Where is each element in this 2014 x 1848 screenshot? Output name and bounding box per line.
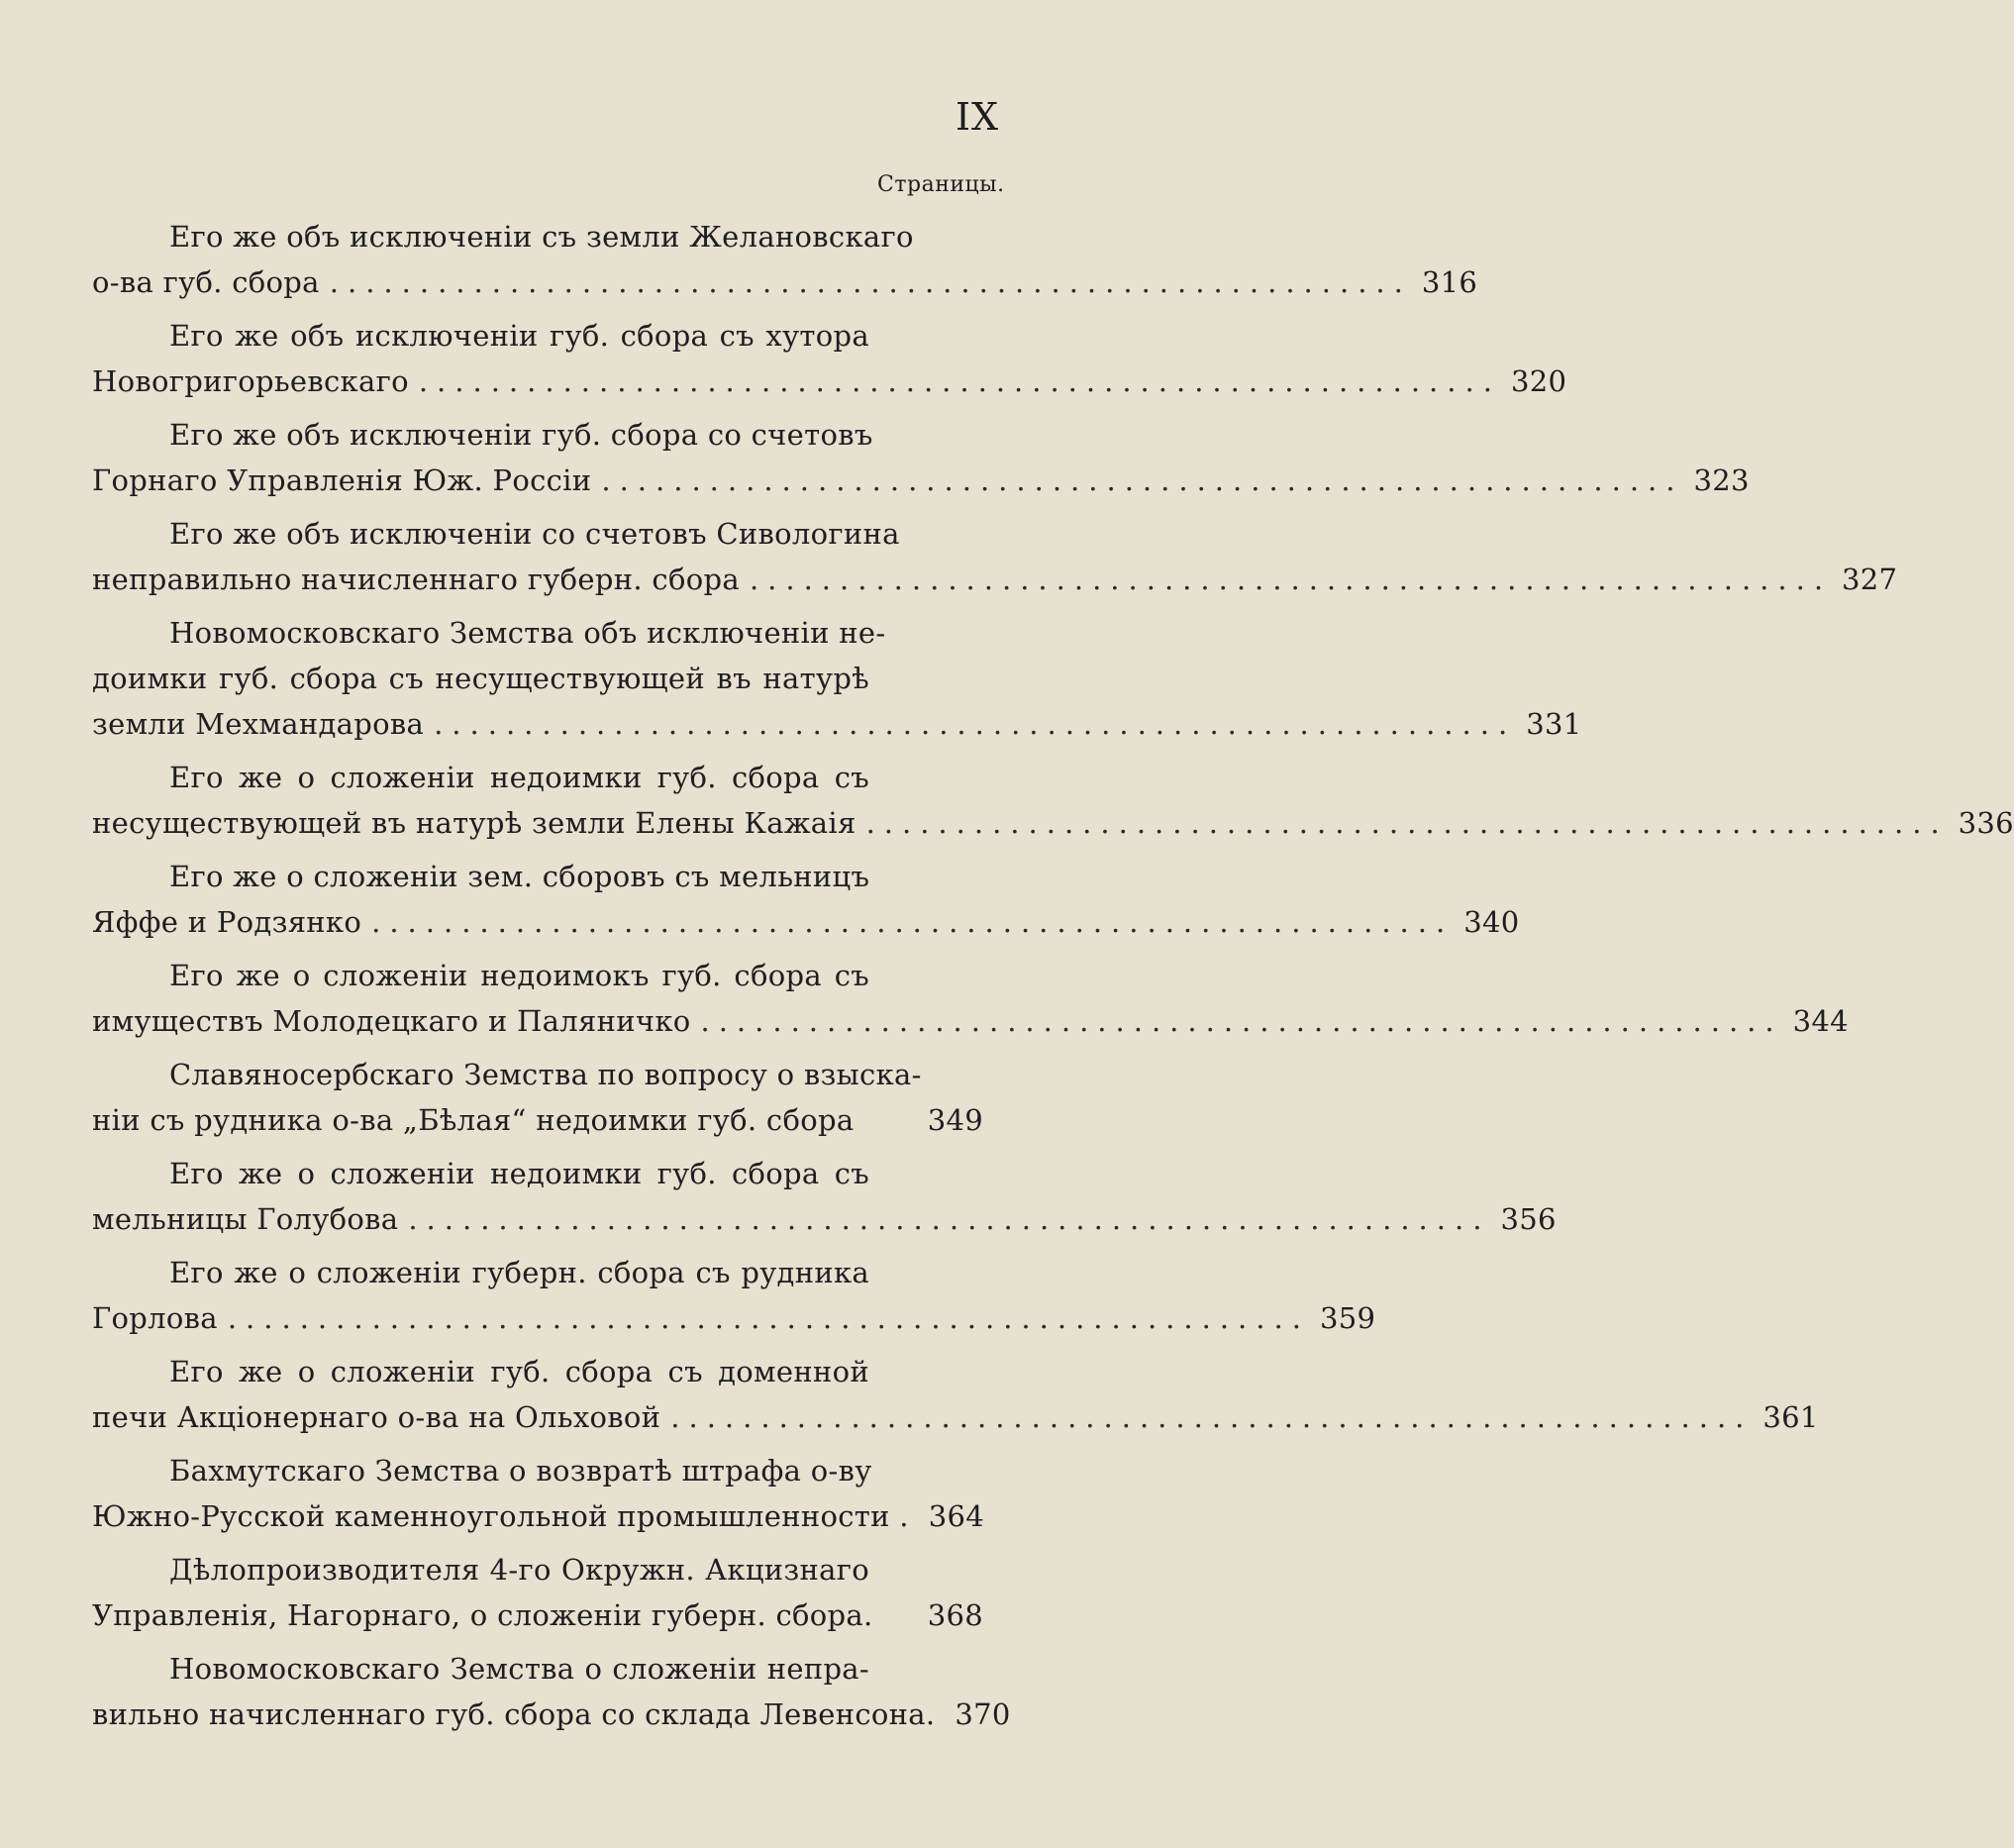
toc-entry-text: мельницы Голубова [92, 1202, 399, 1236]
toc-entry-last-line [92, 1692, 1011, 1737]
toc-entry [92, 1151, 1557, 1242]
toc-entry-last-line [92, 259, 1478, 305]
page-reference: 361 [1762, 1400, 1819, 1434]
toc-entry-line: Его же о сложеніи губ. сбора съ доменной [169, 1355, 869, 1388]
toc-entry-text: Горлова [92, 1301, 218, 1335]
toc-entry-line: Славяносербскаго Земства по вопросу о взыска- [169, 1058, 922, 1091]
dot-leader: ............................................................ [434, 707, 1517, 741]
page-number: IX [956, 95, 1000, 139]
toc-entry-last-line [92, 359, 1567, 404]
page-reference: 316 [1421, 265, 1478, 299]
toc-entry-line: Его же о сложеніи губерн. сбора съ рудника [169, 1256, 869, 1289]
toc-entry-line: Его же о сложеніи недоимокъ губ. сбора съ [169, 959, 869, 992]
page-reference: 323 [1693, 463, 1750, 497]
toc-entry-last-line [92, 800, 2014, 846]
dot-leader: ............................................................ [700, 1004, 1783, 1038]
page-reference: 340 [1463, 905, 1520, 939]
dot-leader: ............................................................ [418, 364, 1501, 398]
toc-entry-text: Управленія, Нагорнаго, о сложеніи губерн. сбора. [92, 1598, 873, 1632]
toc-entry-text: земли Мехмандарова [92, 707, 425, 741]
toc-entry [92, 1250, 1376, 1341]
toc-entry-text: вильно начисленнаго губ. сбора со склада Левенсона. [92, 1697, 936, 1731]
toc-entry-text: о-ва губ. сбора [92, 265, 320, 299]
toc-entry-line: Его же о сложеніи зем. сборовъ съ мельницъ [169, 860, 870, 893]
page-reference: 359 [1319, 1301, 1376, 1335]
page-reference: 320 [1510, 364, 1567, 398]
toc-entry-last-line [92, 458, 1750, 503]
toc-entry-line: Его же о сложеніи недоимки губ. сбора съ [169, 1157, 869, 1190]
toc-entry [92, 214, 1478, 305]
toc-entry [92, 953, 1849, 1044]
toc-entry-text: имуществъ Молодецкаго и Паляничко [92, 1004, 691, 1038]
dot-leader: ............................................................ [408, 1202, 1491, 1236]
page-reference: 356 [1500, 1202, 1557, 1236]
toc-entry-last-line [92, 701, 1582, 747]
toc-entry-line: Его же объ исключеніи губ. сбора съ хутора [169, 319, 869, 353]
toc-entry-last-line [92, 1592, 983, 1638]
toc-entry-last-line [92, 899, 1520, 945]
toc-entry [92, 1646, 1011, 1737]
toc-entry-text: несуществующей въ натурѣ земли Елены Кажаія [92, 806, 856, 840]
toc-entry-text: Горнаго Управленія Юж. Россіи [92, 463, 592, 497]
toc-entry-text: неправильно начисленнаго губерн. сбора [92, 563, 740, 596]
toc-entry-line: доимки губ. сбора съ несуществующей въ натурѣ [92, 662, 869, 695]
page-reference: 370 [955, 1697, 1011, 1731]
page-reference: 349 [927, 1103, 983, 1137]
page-reference: 364 [928, 1499, 985, 1533]
toc-entry-last-line [92, 1097, 983, 1143]
toc-entry [92, 1448, 983, 1539]
toc-entry [92, 1547, 983, 1638]
toc-entry-last-line [92, 1295, 1376, 1341]
toc-entry-last-line [92, 1394, 1819, 1440]
toc-entry-line: Новомосковскаго Земства о сложеніи непра- [169, 1652, 869, 1686]
dot-leader: ............................................................ [329, 265, 1412, 299]
table-of-contents [92, 214, 2014, 1745]
toc-entry [92, 755, 2014, 846]
toc-entry [92, 610, 1582, 747]
page-reference: 336 [1958, 806, 2014, 840]
page-reference: 331 [1526, 707, 1582, 741]
toc-entry-line: Его же о сложеніи недоимки губ. сбора съ [169, 761, 869, 794]
toc-entry-text: Яффе и Родзянко [92, 905, 362, 939]
toc-entry-last-line [92, 557, 1898, 602]
toc-entry-line: Его же объ исключеніи съ земли Желановскаго [169, 220, 914, 254]
toc-entry [92, 854, 1520, 945]
page-reference: 344 [1792, 1004, 1849, 1038]
toc-entry [92, 511, 1898, 602]
page-reference: 368 [927, 1598, 983, 1632]
dot-leader: ............................................................ [371, 905, 1455, 939]
toc-entry [92, 1052, 983, 1143]
toc-entry-last-line [92, 1493, 983, 1539]
toc-entry-last-line [92, 1196, 1557, 1242]
toc-entry-line: Дѣлопроизводителя 4-го Окружн. Акцизнаго [169, 1553, 869, 1587]
pages-column-label: Страницы. [877, 172, 1005, 197]
toc-entry-text: печи Акціонернаго о-ва на Ольховой [92, 1400, 661, 1434]
dot-leader: ............................................................ [227, 1301, 1310, 1335]
toc-entry-line: Его же объ исключеніи со счетовъ Сивологина [169, 517, 900, 551]
toc-entry-line: Его же объ исключеніи губ. сбора со счетовъ [169, 418, 873, 452]
toc-entry-line: Новомосковскаго Земства объ исключеніи не- [169, 616, 886, 650]
toc-entry-text: Новогригорьевскаго [92, 364, 409, 398]
toc-entry [92, 1349, 1819, 1440]
toc-entry-text: Южно-Русской каменноугольной промышленности . [92, 1499, 909, 1533]
toc-entry [92, 313, 1567, 404]
dot-leader: ............................................................ [601, 463, 1684, 497]
page-reference: 327 [1842, 563, 1898, 596]
toc-entry [92, 412, 1750, 503]
toc-entry-last-line [92, 998, 1849, 1044]
dot-leader: ............................................................ [749, 563, 1833, 596]
dot-leader: ............................................................ [865, 806, 1949, 840]
dot-leader: ............................................................ [670, 1400, 1754, 1434]
toc-entry-text: ніи съ рудника о-ва „Бѣлая“ недоимки губ. сбора [92, 1103, 855, 1137]
toc-entry-line: Бахмутскаго Земства о возвратѣ штрафа о-ву [169, 1454, 872, 1488]
